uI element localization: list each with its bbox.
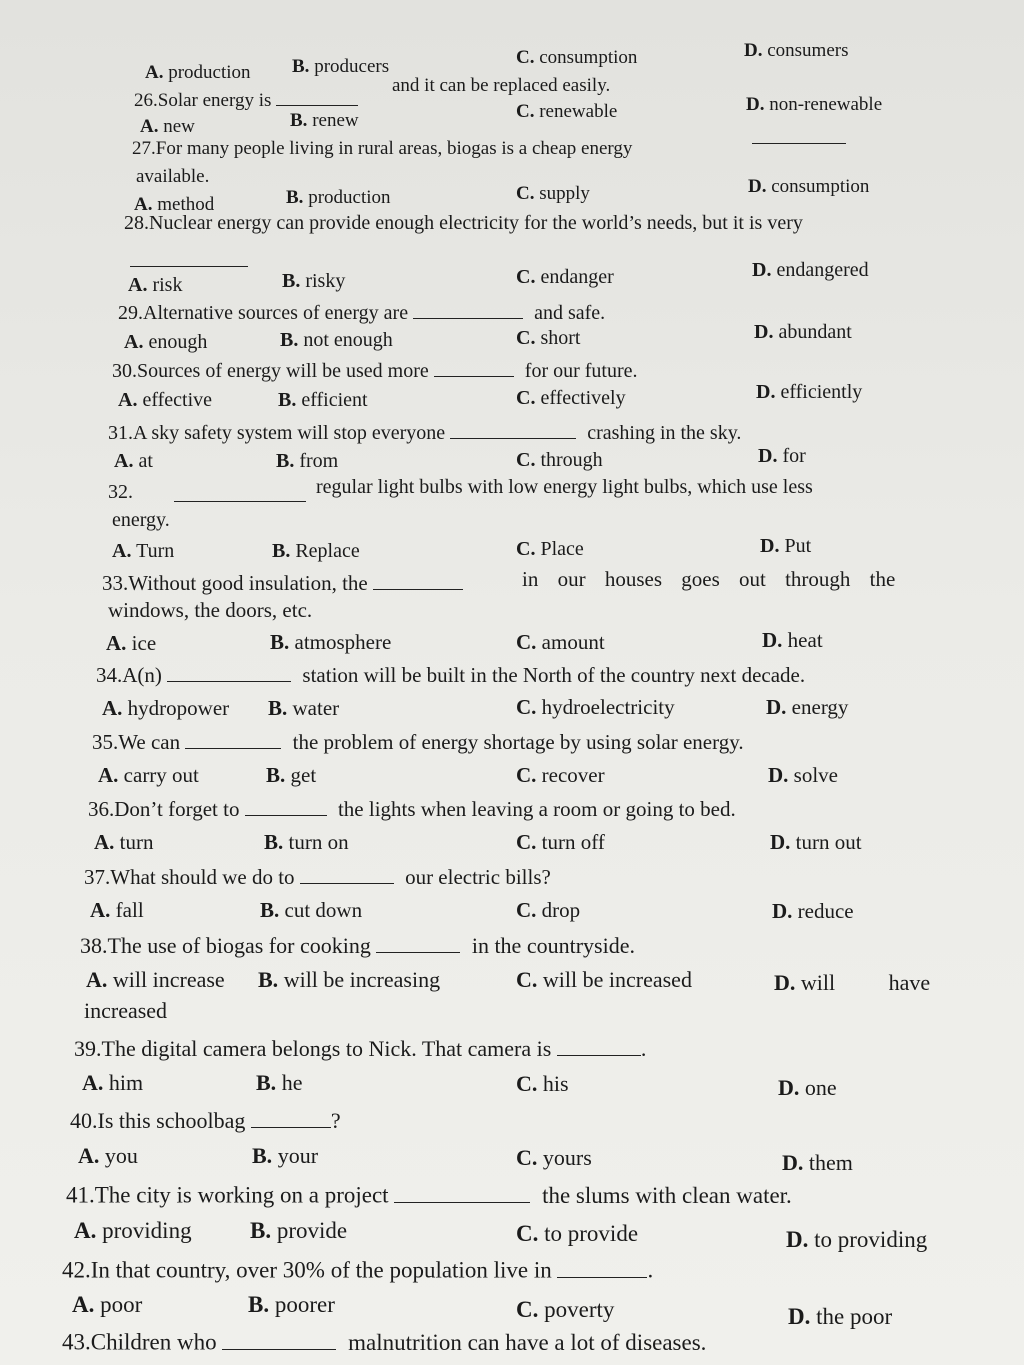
q32-num: 32. (108, 481, 133, 503)
q41-stem: 41.The city is working on a project the slums with clean water. (66, 1182, 792, 1208)
q40-option-a[interactable]: A. you (78, 1143, 138, 1168)
q40-option-d[interactable]: D. them (782, 1150, 853, 1175)
q37-option-b[interactable]: B. cut down (260, 898, 363, 922)
q40-blank[interactable] (251, 1107, 331, 1128)
q36-stem: 36.Don’t forget to the lights when leaving a room or going to bed. (88, 796, 736, 821)
q32-stem: regular light bulbs with low energy light bulbs, which use less (316, 476, 813, 498)
q31-blank[interactable] (450, 420, 576, 439)
q39-option-d[interactable]: D. one (778, 1075, 837, 1100)
q42-option-b[interactable]: B. poorer (248, 1292, 335, 1317)
q38-option-b[interactable]: B. will be increasing (258, 967, 441, 992)
q42-option-c[interactable]: C. poverty (516, 1297, 615, 1322)
q39-option-c[interactable]: C. his (516, 1071, 569, 1096)
q29-option-b[interactable]: B. not enough (280, 329, 393, 351)
q34-option-d[interactable]: D. energy (766, 695, 849, 719)
q26-option-c[interactable]: C. renewable (516, 101, 618, 122)
q32-option-c[interactable]: C. Place (516, 538, 584, 560)
q26-stem: 26.Solar energy is (134, 88, 358, 112)
q28-option-a[interactable]: A. risk (128, 274, 183, 296)
q32-blank[interactable] (174, 483, 306, 502)
q36-option-c[interactable]: C. turn off (516, 830, 605, 854)
q27-option-c[interactable]: C. supply (516, 183, 590, 204)
q31-option-d[interactable]: D. for (758, 445, 806, 467)
q30-option-d[interactable]: D. efficiently (756, 381, 863, 403)
q38-option-d-cont: increased (84, 998, 168, 1023)
q28-option-c[interactable]: C. endanger (516, 266, 614, 288)
q29-stem: 29.Alternative sources of energy are and safe. (118, 302, 606, 324)
q40-stem: 40.Is this schoolbag ? (70, 1107, 341, 1133)
q29-blank[interactable] (413, 300, 523, 319)
q33-option-b[interactable]: B. atmosphere (270, 630, 392, 654)
q39-option-b[interactable]: B. he (256, 1070, 303, 1095)
q25-option-c[interactable]: C. consumption (516, 47, 638, 68)
q39-option-a[interactable]: A. him (82, 1070, 144, 1095)
q29-option-c[interactable]: C. short (516, 327, 581, 349)
q28-option-b[interactable]: B. risky (282, 270, 346, 292)
q38-option-a[interactable]: A. will increase (86, 967, 225, 992)
q40-option-c[interactable]: C. yours (516, 1145, 592, 1170)
q27-option-a[interactable]: A. method (134, 194, 215, 215)
q36-option-a[interactable]: A. turn (94, 830, 154, 854)
q25-option-a[interactable]: A. production (145, 62, 251, 83)
q31-option-a[interactable]: A. at (114, 450, 153, 472)
q26-option-d[interactable]: D. non-renewable (746, 94, 883, 115)
q35-stem: 35.We can the problem of energy shortage by using solar energy. (92, 729, 744, 754)
q37-option-c[interactable]: C. drop (516, 898, 581, 922)
q35-option-d[interactable]: D. solve (768, 763, 838, 787)
q38-option-d[interactable]: D. will have (774, 970, 931, 995)
q42-stem: 42.In that country, over 30% of the population live in . (62, 1257, 654, 1283)
q27-stem-cont: available. (136, 166, 210, 187)
q42-option-d[interactable]: D. the poor (788, 1304, 893, 1329)
q27-option-b[interactable]: B. production (286, 187, 391, 208)
q40-option-b[interactable]: B. your (252, 1143, 319, 1168)
q37-option-a[interactable]: A. fall (90, 898, 144, 922)
q32-option-a[interactable]: A. Turn (112, 540, 175, 562)
q31-option-b[interactable]: B. from (276, 450, 339, 472)
q25-option-b[interactable]: B. producers (292, 56, 390, 77)
q27-stem: 27.For many people living in rural areas, biogas is a cheap energy (132, 138, 633, 159)
q33-stem: 33.Without good insulation, the (102, 570, 463, 596)
q27-blank[interactable] (752, 126, 846, 144)
q26-option-a[interactable]: A. new (140, 116, 195, 137)
q30-stem: 30.Sources of energy will be used more for our future. (112, 360, 638, 382)
q31-option-c[interactable]: C. through (516, 449, 603, 471)
q41-option-a[interactable]: A. providing (74, 1218, 192, 1243)
q34-option-a[interactable]: A. hydropower (102, 696, 230, 720)
q42-blank[interactable] (557, 1256, 647, 1278)
q32-option-b[interactable]: B. Replace (272, 540, 360, 562)
q36-option-d[interactable]: D. turn out (770, 830, 862, 854)
q41-blank[interactable] (394, 1181, 530, 1203)
q34-stem: 34.A(n) station will be built in the North of the country next decade. (96, 662, 806, 687)
q32-stem-cont: energy. (112, 509, 170, 531)
q33-blank[interactable] (373, 570, 463, 590)
q38-stem: 38.The use of biogas for cooking in the countryside. (80, 932, 635, 958)
q27-option-d[interactable]: D. consumption (748, 176, 870, 197)
q26-blank[interactable] (276, 88, 358, 106)
q33-option-c[interactable]: C. amount (516, 630, 605, 654)
q35-option-a[interactable]: A. carry out (98, 763, 199, 787)
q33-stem-end: in our houses goes out through the (522, 567, 896, 591)
q26-stem-end: and it can be replaced easily. (392, 75, 611, 96)
q38-option-c[interactable]: C. will be increased (516, 967, 692, 992)
q33-stem-cont: windows, the doors, etc. (108, 598, 313, 622)
q28-stem: 28.Nuclear energy can provide enough electricity for the world’s needs, but it is very (124, 212, 803, 234)
q35-option-b[interactable]: B. get (266, 763, 317, 787)
q25-option-d[interactable]: D. consumers (744, 40, 849, 61)
q30-option-b[interactable]: B. efficient (278, 389, 368, 411)
q29-option-d[interactable]: D. abundant (754, 321, 852, 343)
q34-option-b[interactable]: B. water (268, 696, 340, 720)
q41-option-d[interactable]: D. to providing (786, 1227, 928, 1252)
q36-blank[interactable] (245, 796, 327, 816)
q33-option-d[interactable]: D. heat (762, 628, 823, 652)
q35-blank[interactable] (185, 729, 281, 749)
q30-option-a[interactable]: A. effective (118, 389, 213, 411)
q41-option-c[interactable]: C. to provide (516, 1221, 639, 1246)
q35-option-c[interactable]: C. recover (516, 763, 605, 787)
q38-blank[interactable] (376, 932, 460, 953)
q36-option-b[interactable]: B. turn on (264, 830, 349, 854)
q32-option-d[interactable]: D. Put (760, 535, 812, 557)
q37-stem: 37.What should we do to our electric bills? (84, 864, 551, 889)
q29-option-a[interactable]: A. enough (124, 331, 208, 353)
q31-stem: 31.A sky safety system will stop everyone crashing in the sky. (108, 422, 742, 444)
q34-blank[interactable] (167, 662, 291, 682)
q37-option-d[interactable]: D. reduce (772, 899, 854, 923)
q34-option-c[interactable]: C. hydroelectricity (516, 695, 675, 719)
q39-stem: 39.The digital camera belongs to Nick. That camera is . (74, 1035, 647, 1061)
q30-blank[interactable] (434, 358, 514, 377)
q43-blank[interactable] (222, 1328, 336, 1350)
q39-blank[interactable] (557, 1035, 641, 1056)
q28-blank[interactable] (130, 248, 248, 267)
q37-blank[interactable] (300, 864, 394, 884)
q43-stem: 43.Children who malnutrition can have a lot of diseases. (62, 1329, 707, 1355)
q33-option-a[interactable]: A. ice (106, 631, 157, 655)
q42-option-a[interactable]: A. poor (72, 1292, 143, 1317)
q41-option-b[interactable]: B. provide (250, 1218, 348, 1243)
q28-option-d[interactable]: D. endangered (752, 259, 869, 281)
q30-option-c[interactable]: C. effectively (516, 387, 626, 409)
q26-option-b[interactable]: B. renew (290, 110, 359, 131)
